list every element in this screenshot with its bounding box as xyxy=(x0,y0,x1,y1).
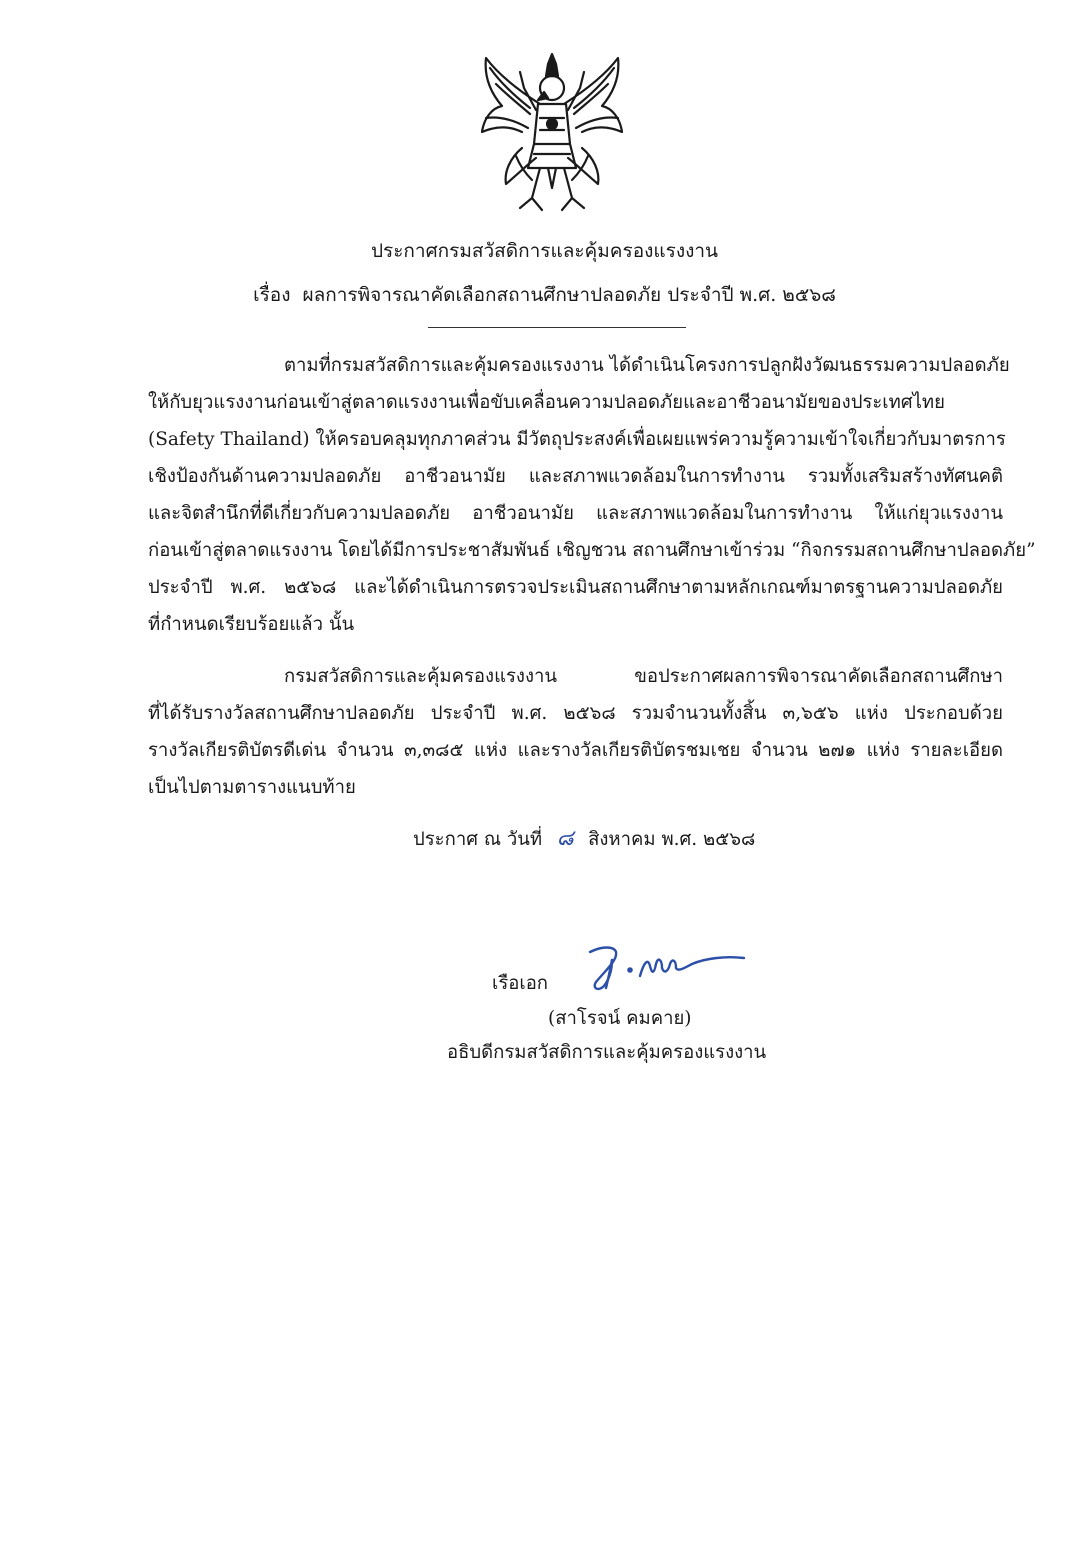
subject-label: เรื่อง xyxy=(253,284,291,306)
date-prefix: ประกาศ ณ วันที่ xyxy=(413,829,543,850)
garuda-emblem-icon xyxy=(470,48,635,218)
paragraph-2-line: เป็นไปตามตารางแนบท้าย xyxy=(148,777,356,798)
paragraph-2-line: ที่ได้รับรางวัลสถานศึกษาปลอดภัย ประจำปี พ.ศ. ๒๕๖๘ รวมจำนวนทั้งสิ้น ๓,๖๕๖ แห่ง ประกอบด้วย xyxy=(148,703,1003,724)
date-day: ๘ xyxy=(556,826,574,851)
paragraph-1-line: ตามที่กรมสวัสดิการและคุ้มครองแรงงาน ได้ดำเนินโครงการปลูกฝังวัฒนธรรมความปลอดภัย xyxy=(284,355,1010,376)
paragraph-1-line: ประจำปี พ.ศ. ๒๕๖๘ และได้ดำเนินการตรวจประเมินสถานศึกษาตามหลักเกณฑ์มาตรฐานความปลอดภัย xyxy=(148,577,1003,598)
signatory-name: (สาโรจน์ คมคาย) xyxy=(548,1008,692,1029)
paragraph-1-line: ก่อนเข้าสู่ตลาดแรงงาน โดยได้มีการประชาสัมพันธ์ เชิญชวน สถานศึกษาเข้าร่วม “กิจกรรมสถานศึกษาปลอดภัย” xyxy=(148,540,1036,561)
paragraph-1-line: ที่กำหนดเรียบร้อยแล้ว นั้น xyxy=(148,614,355,635)
subject-text: ผลการพิจารณาคัดเลือกสถานศึกษาปลอดภัย ประจำปี พ.ศ. ๒๕๖๘ xyxy=(302,284,836,306)
paragraph-1-line: และจิตสำนึกที่ดีเกี่ยวกับความปลอดภัย อาชีวอนามัย และสภาพแวดล้อมในการทำงาน ให้แก่ยุวแรงงาน xyxy=(148,503,1003,524)
paragraph-1-line: เชิงป้องกันด้านความปลอดภัย อาชีวอนามัย และสภาพแวดล้อมในการทำงาน รวมทั้งเสริมสร้างทัศนคติ xyxy=(148,466,1003,487)
paragraph-1-line: ให้กับยุวแรงงานก่อนเข้าสู่ตลาดแรงงานเพื่อขับเคลื่อนความปลอดภัยและอาชีวอนามัยของประเทศไทย xyxy=(148,392,945,413)
subject-line xyxy=(0,282,1089,308)
signature-image xyxy=(582,938,750,996)
divider xyxy=(428,327,686,328)
signatory-rank: เรือเอก xyxy=(492,973,549,994)
paragraph-2-line: กรมสวัสดิการและคุ้มครองแรงงาน ขอประกาศผลการพิจารณาคัดเลือกสถานศึกษา xyxy=(284,666,1003,687)
paragraph-2-line: รางวัลเกียรติบัตรดีเด่น จำนวน ๓,๓๘๕ แห่ง และรางวัลเกียรติบัตรชมเชย จำนวน ๒๗๑ แห่ง รายละเอียด xyxy=(148,740,1003,761)
date-suffix: สิงหาคม พ.ศ. ๒๕๖๘ xyxy=(588,829,756,850)
announcement-date xyxy=(413,826,755,853)
announcement-heading: ประกาศกรมสวัสดิการและคุ้มครองแรงงาน xyxy=(370,240,719,262)
signatory-title: อธิบดีกรมสวัสดิการและคุ้มครองแรงงาน xyxy=(447,1042,767,1063)
paragraph-1-line: (Safety Thailand) ให้ครอบคลุมทุกภาคส่วน มีวัตถุประสงค์เพื่อเผยแพร่ความรู้ความเข้าใจเกี่ยวกับมาตรการ xyxy=(148,429,1006,450)
